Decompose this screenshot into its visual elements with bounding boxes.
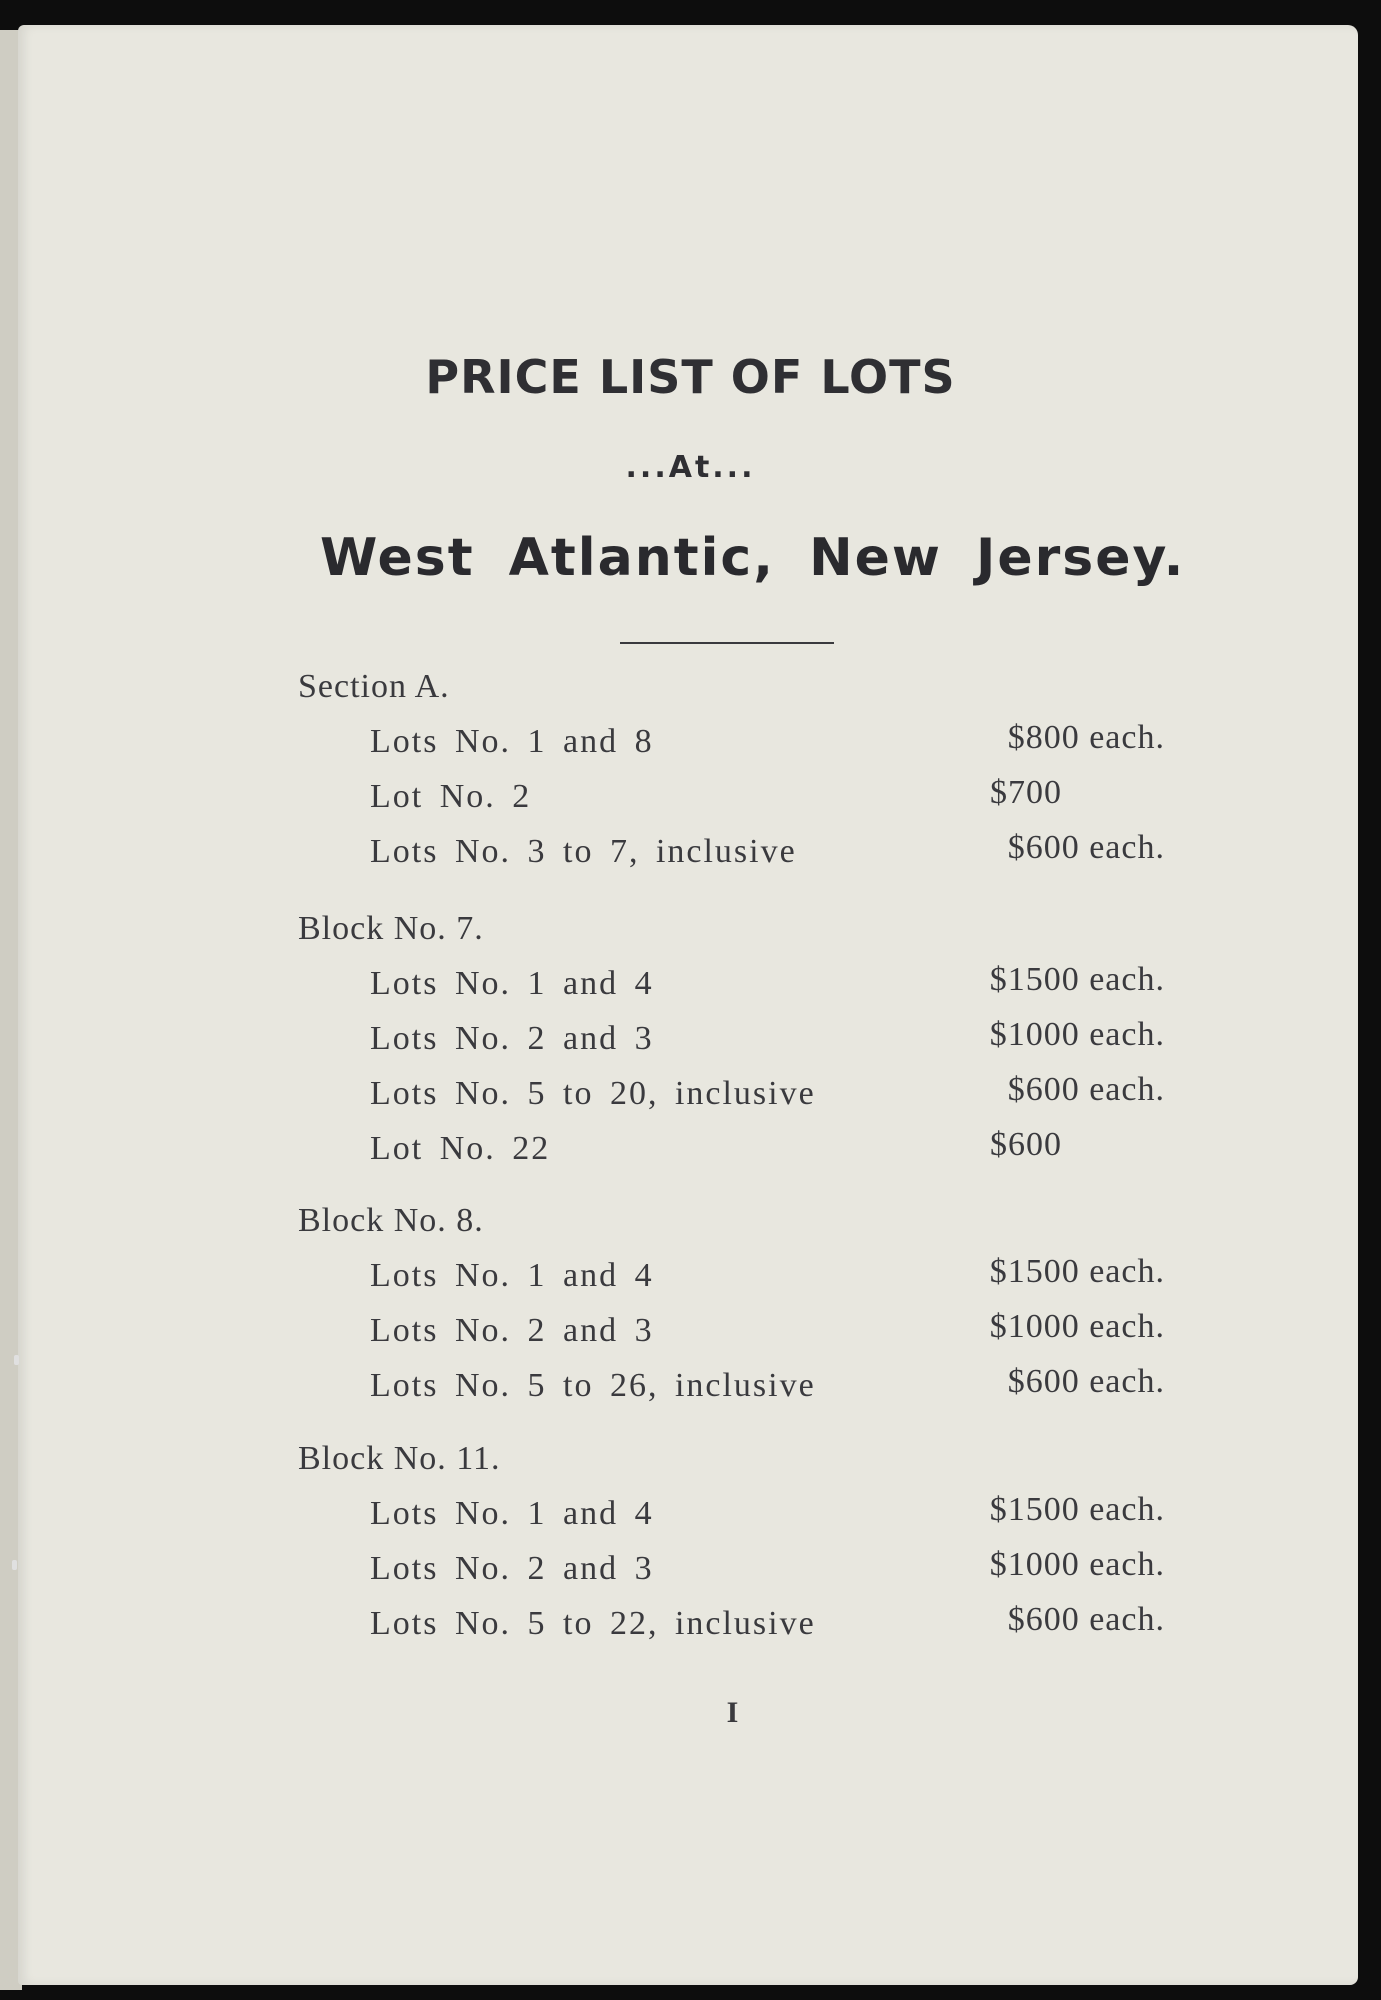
- lot-price: $1000 each.: [989, 1016, 1165, 1053]
- lot-price: $600 each.: [1007, 829, 1165, 866]
- lot-price: $1500 each.: [989, 1253, 1165, 1290]
- lot-price: $600 each.: [1007, 1071, 1165, 1108]
- lot-price: $1000 each.: [989, 1308, 1165, 1345]
- page-number: I: [726, 1696, 739, 1729]
- section-heading: Block No. 8.: [298, 1202, 484, 1239]
- lot-label: Lots No. 2 and 3: [370, 1550, 654, 1587]
- section-heading: Block No. 7.: [298, 910, 484, 947]
- page-subtitle: ...At...: [625, 450, 756, 485]
- lot-price: $600 each.: [1007, 1363, 1165, 1400]
- binding-mark: [14, 1355, 19, 1365]
- lot-price: $800 each.: [1007, 719, 1165, 756]
- binding-mark: [12, 1560, 17, 1570]
- lot-label: Lots No. 2 and 3: [370, 1020, 654, 1057]
- lot-label: Lots No. 1 and 4: [370, 1257, 654, 1294]
- lot-label: Lots No. 1 and 4: [370, 965, 654, 1002]
- lot-price: $1000 each.: [989, 1546, 1165, 1583]
- lot-label: Lots No. 5 to 22, inclusive: [370, 1605, 816, 1642]
- place-name: West Atlantic, New Jersey.: [320, 528, 1186, 588]
- section-heading: Section A.: [298, 668, 450, 705]
- lot-label: Lot No. 22: [370, 1130, 551, 1167]
- lot-label: Lot No. 2: [370, 778, 532, 815]
- lot-label: Lots No. 1 and 4: [370, 1495, 654, 1532]
- lot-price: $700: [990, 774, 1062, 811]
- lot-price: $1500 each.: [989, 1491, 1165, 1528]
- lot-price: $1500 each.: [989, 961, 1165, 998]
- lot-label: Lots No. 2 and 3: [370, 1312, 654, 1349]
- lot-label: Lots No. 5 to 26, inclusive: [370, 1367, 816, 1404]
- section-heading: Block No. 11.: [298, 1440, 501, 1477]
- lot-price: $600 each.: [1007, 1601, 1165, 1638]
- lot-label: Lots No. 5 to 20, inclusive: [370, 1075, 816, 1112]
- lot-label: Lots No. 1 and 8: [370, 723, 654, 760]
- page-title: PRICE LIST OF LOTS: [425, 350, 956, 404]
- lot-price: $600: [990, 1126, 1062, 1163]
- lot-label: Lots No. 3 to 7, inclusive: [370, 833, 797, 870]
